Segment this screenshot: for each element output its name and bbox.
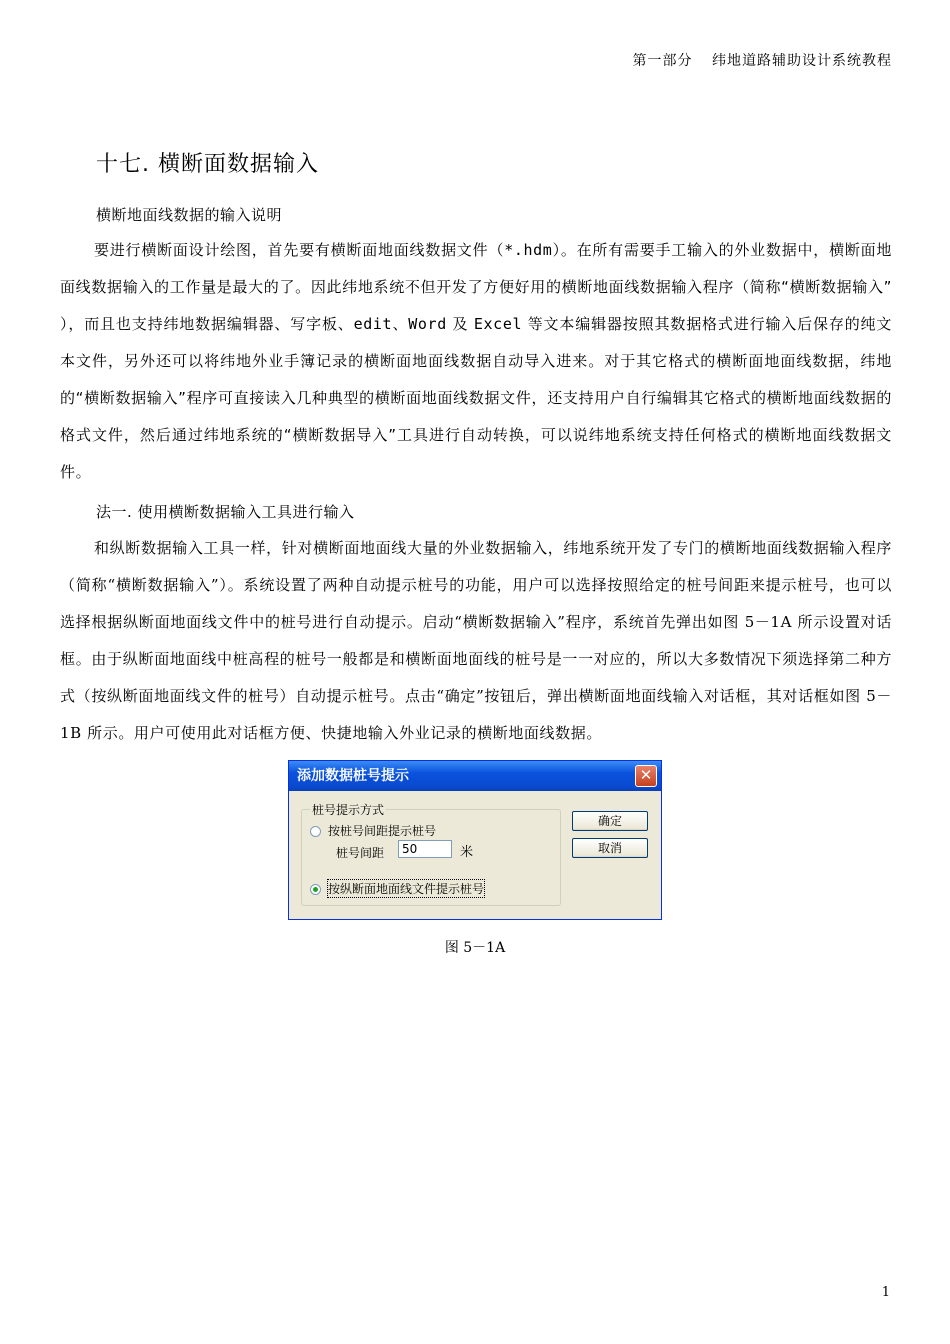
- file-extension: *.hdm: [504, 241, 553, 259]
- page-number: 1: [881, 1285, 890, 1300]
- interval-input[interactable]: 50: [398, 840, 452, 858]
- section-title: 十七. 横断面数据输入: [96, 152, 319, 177]
- stake-mode-groupbox: [301, 803, 561, 906]
- intro-text-e: 等文本编辑器按照其数据格式进行输入后保存的纯文本文件，另外还可以将纬地外业手簿记录的横断面地面线数据自动导入进来。对于其它格式的横断面地面线数据，纬地的“横断数据输入”程序可直接读入几种典型的横断面地面线数据文件，还支持用户自行编辑其它格式的横断地面线数据的格式文件，然后通过纬地系统的“横断数据导入”工具进行自动转换，可以说纬地系统支持任何格式的横断地面线数据文件。: [60, 315, 892, 481]
- section-intro-heading: 横断地面线数据的输入说明: [96, 206, 283, 224]
- dialog-title-bar: [289, 761, 661, 791]
- figure-caption: 图 5－1A: [444, 940, 506, 956]
- excel-name: Excel: [473, 315, 523, 333]
- intro-paragraph: [60, 232, 892, 491]
- interval-unit: 米: [460, 845, 474, 860]
- radio-by-interval[interactable]: [310, 826, 321, 837]
- edit-name: edit: [353, 315, 393, 333]
- interval-label: 桩号间距: [336, 846, 385, 860]
- cancel-button[interactable]: 取消: [572, 838, 648, 858]
- radio-by-profile-file[interactable]: [310, 884, 321, 895]
- method-heading: 法一. 使用横断数据输入工具进行输入: [96, 503, 355, 521]
- header-book-title: 纬地道路辅助设计系统教程: [712, 53, 892, 69]
- stake-prompt-dialog: [288, 760, 662, 920]
- dialog-title: 添加数据桩号提示: [297, 768, 409, 784]
- close-icon[interactable]: ✕: [635, 765, 657, 787]
- method-paragraph: 和纵断数据输入工具一样，针对横断面地面线大量的外业数据输入，纬地系统开发了专门的横断地面线数据输入程序（简称“横断数据输入”）。系统设置了两种自动提示桩号的功能，用户可以选择按照给定的桩号间距来提示桩号，也可以选择根据纵断面地面线文件中的桩号进行自动提示。启动“横断数据输入”程序，系统首先弹出如图 5－1A 所示设置对话框。由于纵断面地面线中桩高程的桩号一般都是和横断面地面线的桩号是一一对应的，所以大多数情况下须选择第二种方式（按纵断面地面线文件的桩号）自动提示桩号。点击“确定”按钮后，弹出横断面地面线输入对话框，其对话框如图 5－1B 所示。用户可使用此对话框方便、快捷地输入外业记录的横断地面线数据。: [60, 539, 892, 742]
- word-name: Word: [408, 315, 447, 333]
- intro-text-c: 、: [392, 315, 409, 333]
- intro-text-b: ）。在所有需要手工输入的外业数据中，横断面地面线数据输入的工作量是最大的了。因此纬地系统不但开发了方便好用的横断地面线数据输入程序（简称“横断数据输入” ），而且也支持纬地数据编辑器、写字板、: [60, 241, 893, 333]
- intro-text-a: 要进行横断面设计绘图，首先要有横断面地面线数据文件（: [94, 241, 505, 259]
- ok-button[interactable]: 确定: [572, 811, 648, 831]
- intro-text-d: 及: [446, 315, 474, 333]
- page-header: [633, 50, 892, 70]
- option-by-profile-file-label[interactable]: 按纵断面地面线文件提示桩号: [328, 882, 485, 896]
- groupbox-label: 桩号提示方式: [312, 803, 385, 817]
- option-by-interval-label[interactable]: 按桩号间距提示桩号: [328, 824, 437, 838]
- header-part: 第一部分: [632, 53, 693, 69]
